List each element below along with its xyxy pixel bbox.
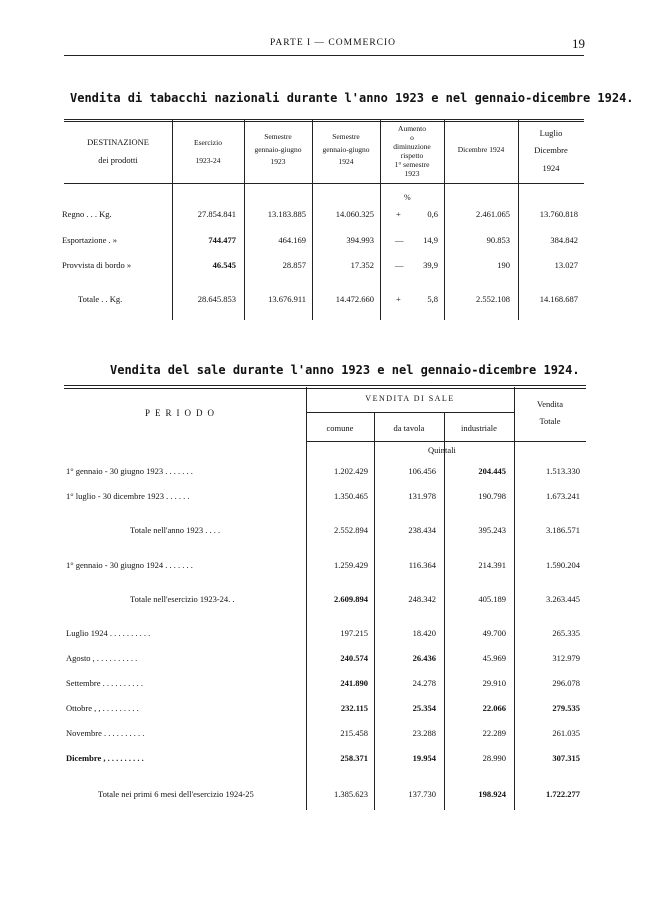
t2-col-industriale: industriale <box>461 423 497 433</box>
table1-title: Vendita di tabacchi nazionali durante l'anno 1923 e nel gennaio-dicembre 1924. <box>70 91 634 105</box>
t1-header-rule <box>64 183 584 184</box>
t2-col-vendita-sale: VENDITA DI SALE <box>365 394 455 403</box>
page-number: 19 <box>572 36 585 51</box>
t1-percent-sign: % <box>404 193 411 202</box>
t2-subheader-rule <box>306 412 514 413</box>
t1-col-sem1923: Semestre gennaio-giugno 1923 <box>254 132 302 167</box>
t1-top-rule-2 <box>64 121 584 122</box>
t2-header-rule <box>306 441 586 442</box>
t1-col-destinazione: DESTINAZIONE dei prodotti <box>87 137 149 166</box>
t2-top-rule <box>64 385 586 386</box>
t1-col-luglio: Luglio Dicembre 1924 <box>534 128 568 173</box>
t2-col-periodo: PERIODO <box>145 408 220 418</box>
t2-col-tavola: da tavola <box>393 423 425 433</box>
t1-top-rule <box>64 119 584 120</box>
t1-col-esercizio: Esercizio 1923-24 <box>194 138 222 166</box>
t2-unit-quintali: Quintali <box>428 445 456 455</box>
header-rule <box>64 55 584 56</box>
t1-col-dicembre: Dicembre 1924 <box>457 145 505 154</box>
t1-col-sem1924: Semestre gennaio-giugno 1924 <box>322 132 370 167</box>
table2-title: Vendita del sale durante l'anno 1923 e nel gennaio-dicembre 1924. <box>110 363 580 377</box>
t2-col-comune: comune <box>326 423 354 433</box>
running-header: PARTE I — COMMERCIO <box>270 38 397 48</box>
t1-col-aumento: Aumento o diminuzione rispetto 1° semestre 1923 <box>393 124 431 178</box>
t2-col-vendita-totale: Vendita Totale <box>537 399 563 427</box>
t2-top-rule-2 <box>64 388 586 389</box>
